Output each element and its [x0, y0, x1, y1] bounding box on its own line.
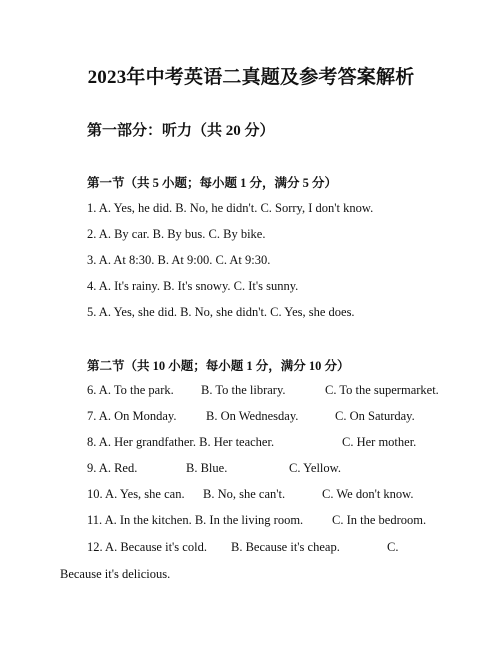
question-11	[87, 512, 487, 528]
question-9	[87, 460, 487, 476]
question-5: 5. A. Yes, she did. B. No, she didn't. C. Yes, she does.	[87, 305, 355, 319]
question-12-continuation: Because it's delicious.	[60, 567, 171, 581]
document-title: 2023年中考英语二真题及参考答案解析	[87, 67, 415, 88]
question-8-option-c: C. Her mother.	[342, 435, 417, 449]
question-8	[87, 434, 487, 450]
question-10	[87, 486, 487, 502]
question-10-option-b: B. No, she can't.	[203, 487, 286, 501]
question-6-option-c: C. To the supermarket.	[325, 383, 439, 397]
section1-heading: 第一节（共 5 小题；每小题 1 分，满分 5 分）	[87, 176, 338, 190]
question-7-option-c: C. On Saturday.	[335, 409, 415, 423]
question-10-option-c: C. We don't know.	[322, 487, 414, 501]
question-9-option-a: 9. A. Red.	[87, 461, 138, 475]
question-4: 4. A. It's rainy. B. It's snowy. C. It's sunny.	[87, 279, 299, 293]
question-12-option-b: B. Because it's cheap.	[231, 540, 340, 554]
question-12-option-a: 12. A. Because it's cold.	[87, 540, 207, 554]
question-12-option-c: C.	[387, 540, 399, 554]
question-11-option-ab: 11. A. In the kitchen. B. In the living room.	[87, 513, 304, 527]
question-3: 3. A. At 8:30. B. At 9:00. C. At 9:30.	[87, 253, 271, 267]
question-11-option-c: C. In the bedroom.	[332, 513, 427, 527]
question-9-option-c: C. Yellow.	[289, 461, 341, 475]
part-heading: 第一部分：听力（共 20 分）	[87, 123, 275, 139]
question-7-option-b: B. On Wednesday.	[206, 409, 299, 423]
question-12	[87, 539, 487, 555]
question-1: 1. A. Yes, he did. B. No, he didn't. C. Sorry, I don't know.	[87, 201, 374, 215]
question-6	[87, 382, 487, 398]
question-7	[87, 408, 487, 424]
question-2: 2. A. By car. B. By bus. C. By bike.	[87, 227, 266, 241]
question-10-option-a: 10. A. Yes, she can.	[87, 487, 185, 501]
question-9-option-b: B. Blue.	[186, 461, 228, 475]
question-6-option-a: 6. A. To the park.	[87, 383, 174, 397]
section2-heading: 第二节（共 10 小题；每小题 1 分，满分 10 分）	[87, 359, 350, 373]
question-7-option-a: 7. A. On Monday.	[87, 409, 177, 423]
question-6-option-b: B. To the library.	[201, 383, 286, 397]
question-8-option-ab: 8. A. Her grandfather. B. Her teacher.	[87, 435, 275, 449]
